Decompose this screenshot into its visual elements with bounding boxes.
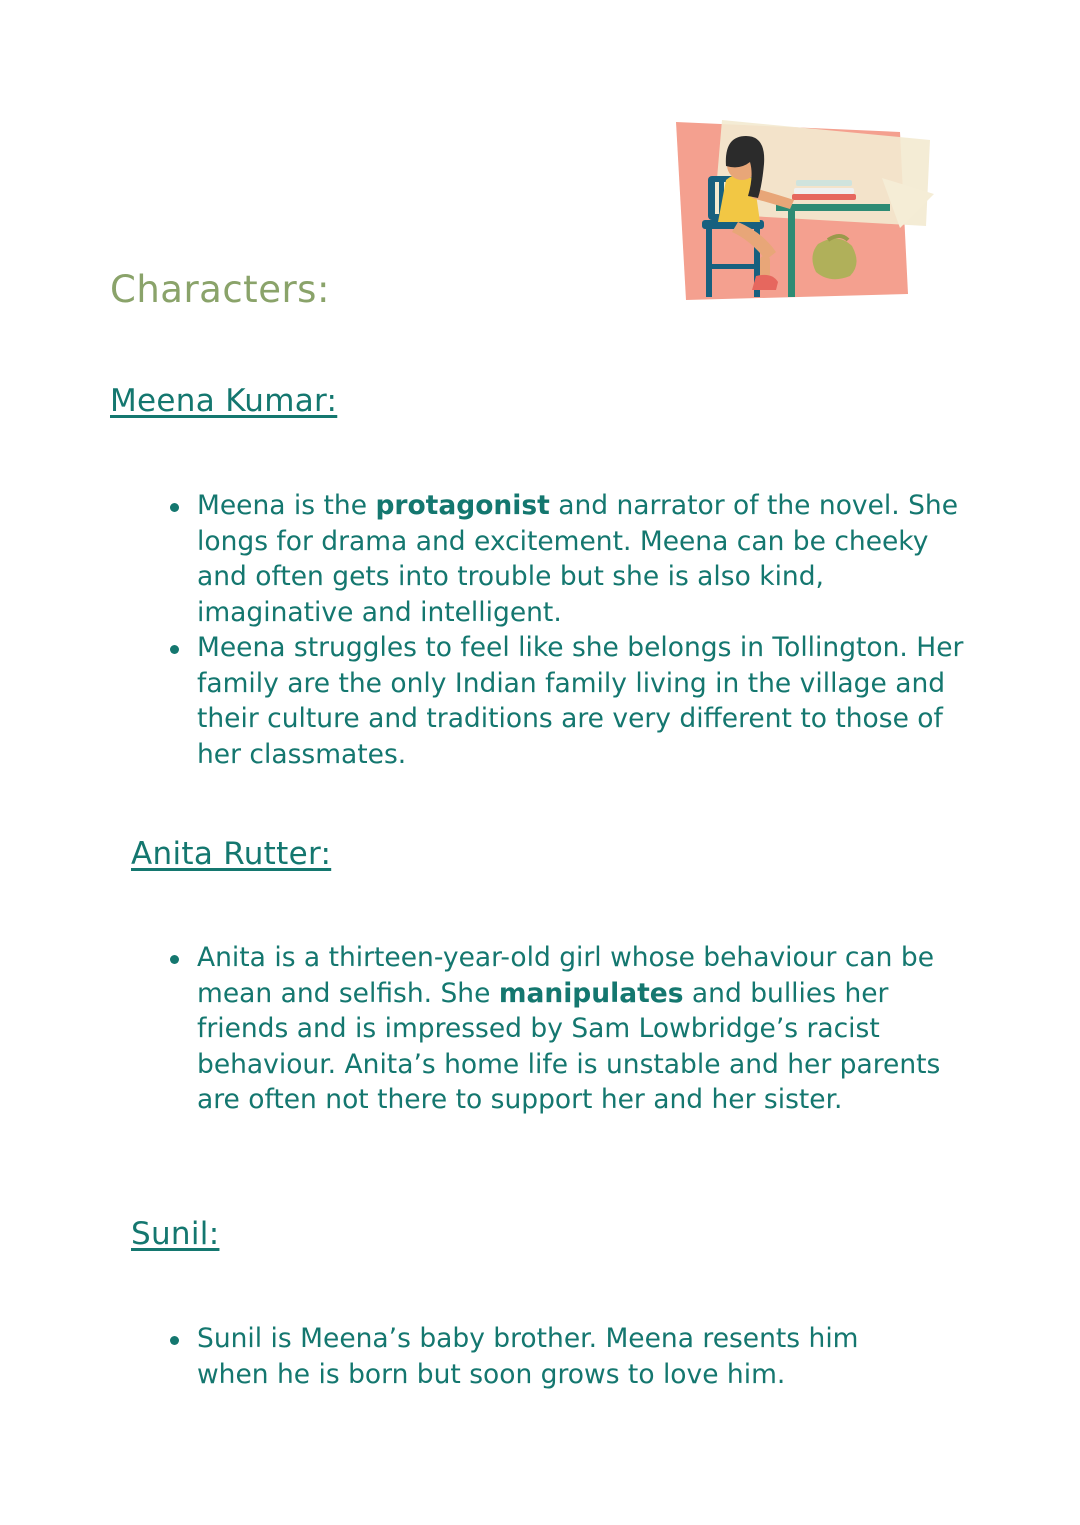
bullet-list-meena-kumar [164,488,964,772]
bullet-text: Sunil is Meena’s baby brother. Meena resents him when he is born but soon grows to love him. [197,1323,859,1390]
bullet-list-anita-rutter [164,940,954,1118]
bullet-text: Anita is a thirteen-year-old girl whose behaviour can be mean and selfish. She manipulates and bullies her friends and is impressed by Sam Lowbridge’s racist behaviour. Anita’s home life is unstable and her parents are often not there to support her and her sister. [197,942,941,1115]
list-item [164,940,954,1118]
list-item [164,630,964,772]
bullet-text: Meena is the protagonist and narrator of the novel. She longs for drama and excitement. Meena can be cheeky and often gets into trouble but she is also kind, imaginative and intelligent. [197,490,959,628]
section-heading-anita-rutter: Anita Rutter: [131,836,332,872]
girl-reading-at-desk-illustration [668,118,936,308]
section-heading-meena-kumar: Meena Kumar: [110,383,338,419]
bullet-text: Meena struggles to feel like she belongs in Tollington. Her family are the only Indian family living in the village and their culture and traditions are very different to those of her classmates. [197,632,964,770]
list-item [164,488,964,630]
section-heading-sunil: Sunil: [131,1216,220,1252]
page-title: Characters: [110,268,330,311]
bullet-list-sunil [164,1321,924,1392]
list-item [164,1321,924,1392]
